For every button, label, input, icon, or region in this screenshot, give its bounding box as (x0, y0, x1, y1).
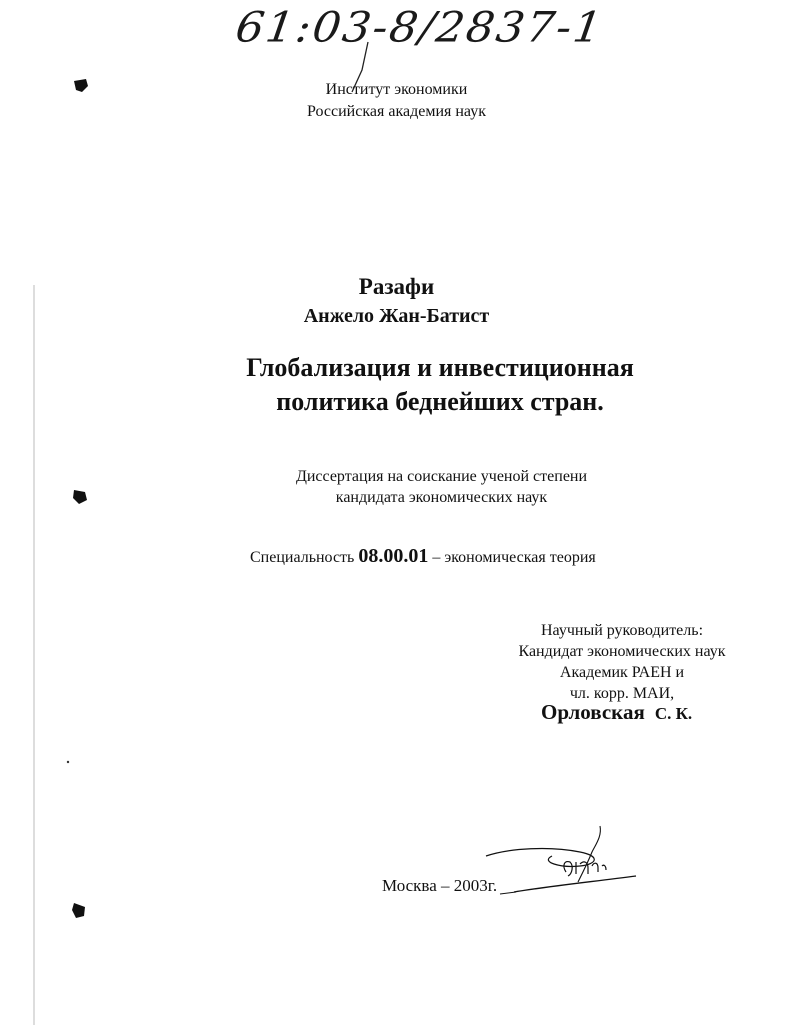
degree-statement (0, 466, 793, 508)
specialty-code: 08.00.01 (358, 545, 429, 567)
speck-mark (66, 760, 70, 764)
author-surname: Разафи (358, 274, 435, 299)
supervisor-block (480, 620, 764, 704)
city-year: Москва – 2003г. (382, 876, 498, 895)
archive-number-handwritten (230, 2, 607, 62)
title-line-1: Глобализация и инвестиционная (246, 353, 634, 382)
supervisor-credential-3: чл. корр. МАИ, (569, 685, 675, 702)
degree-line-2: кандидата экономических наук (335, 489, 548, 506)
specialty-line (250, 545, 596, 568)
institute-name: Институт экономики (325, 81, 468, 98)
institute-header (0, 79, 793, 123)
academy-name: Российская академия наук (307, 103, 486, 120)
degree-line-1: Диссертация на соискание ученой степени (295, 468, 588, 485)
supervisor-name (541, 700, 692, 725)
title-line-2: политика беднейших стран. (276, 387, 604, 416)
punch-mark-icon (70, 902, 88, 920)
specialty-suffix: – экономическая теория (432, 549, 596, 566)
archive-number-text: 61:03-8/2837-1 (232, 3, 607, 52)
supervisor-initials: С. К. (654, 704, 693, 723)
dissertation-title (0, 351, 793, 419)
signature-image (480, 822, 640, 902)
specialty-prefix: Специальность (250, 549, 355, 566)
supervisor-surname: Орловская (541, 700, 645, 724)
supervisor-label: Научный руководитель: (540, 622, 704, 639)
supervisor-credential-1: Кандидат экономических наук (518, 643, 726, 660)
author-name: Анжело Жан-Батист (303, 305, 490, 327)
supervisor-credential-2: Академик РАЕН и (559, 664, 685, 681)
